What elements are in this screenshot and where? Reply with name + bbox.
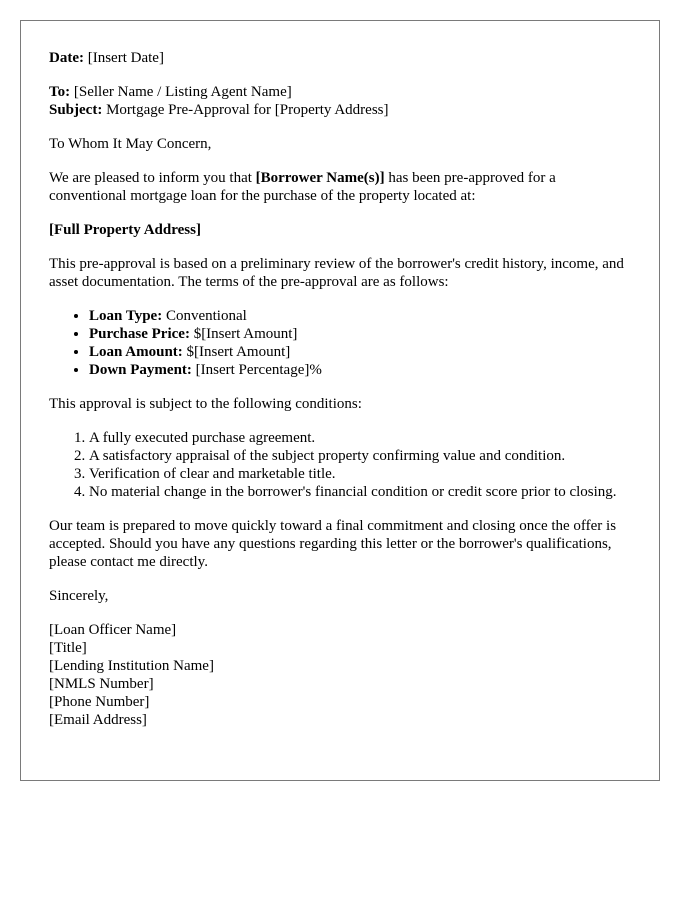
condition-item: 3. Verification of clear and marketable title. xyxy=(89,465,631,483)
date-value: [Insert Date] xyxy=(83,50,164,66)
subject-label: Subject: xyxy=(49,102,103,118)
property-address xyxy=(49,221,631,239)
date-line xyxy=(49,49,631,67)
signature-email: [Email Address] xyxy=(49,712,147,728)
condition-item: 1. A fully executed purchase agreement. xyxy=(89,429,631,447)
intro-after: has been pre-approved for a conventional mortgage loan for the purchase of the property located at: xyxy=(49,170,556,204)
signature-title: [Title] xyxy=(49,640,87,656)
term-label: Purchase Price: xyxy=(89,326,190,342)
borrower-name: [Borrower Name(s)] xyxy=(255,170,385,186)
to-label: To: xyxy=(49,84,71,100)
conditions-intro: This approval is subject to the following conditions: xyxy=(49,396,362,412)
signoff: Sincerely, xyxy=(49,588,109,604)
signature-block xyxy=(49,621,631,729)
term-value: $[Insert Amount] xyxy=(189,326,298,342)
intro-paragraph xyxy=(49,169,631,205)
term-label: Loan Amount: xyxy=(89,344,183,360)
condition-item: 2. A satisfactory appraisal of the subject property confirming value and condition. xyxy=(89,447,631,465)
property-address-text: [Full Property Address] xyxy=(49,222,201,238)
letter xyxy=(20,20,660,781)
term-item xyxy=(89,325,631,343)
term-item xyxy=(89,307,631,325)
term-label: Loan Type: xyxy=(89,308,163,324)
term-value: Conventional xyxy=(162,308,247,324)
intro-before: We are pleased to inform you that xyxy=(49,170,256,186)
signature-nmls: [NMLS Number] xyxy=(49,676,154,692)
term-item xyxy=(89,361,631,379)
to-line xyxy=(49,83,631,101)
signature-loan-officer: [Loan Officer Name] xyxy=(49,622,177,638)
salutation: To Whom It May Concern, xyxy=(49,136,212,152)
term-label: Down Payment: xyxy=(89,362,192,378)
subject-line xyxy=(49,101,631,119)
conditions-list xyxy=(49,429,631,501)
to-value: [Seller Name / Listing Agent Name] xyxy=(70,84,292,100)
term-value: $[Insert Amount] xyxy=(182,344,291,360)
closing-paragraph: Our team is prepared to move quickly toward a final commitment and closing once the offer is accepted. Should you have any questions regarding this letter or the borrower's qualifications, please contact me directly. xyxy=(49,518,617,570)
signature-institution: [Lending Institution Name] xyxy=(49,658,214,674)
term-value: [Insert Percentage]% xyxy=(191,362,322,378)
term-item xyxy=(89,343,631,361)
date-label: Date: xyxy=(49,50,84,66)
subject-value: Mortgage Pre-Approval for [Property Address] xyxy=(102,102,389,118)
condition-item: 4. No material change in the borrower's financial condition or credit score prior to closing. xyxy=(89,483,631,501)
signature-phone: [Phone Number] xyxy=(49,694,150,710)
terms-list xyxy=(49,307,631,379)
basis-paragraph: This pre-approval is based on a preliminary review of the borrower's credit history, income, and asset documentation. The terms of the pre-approval are as follows: xyxy=(49,256,624,290)
